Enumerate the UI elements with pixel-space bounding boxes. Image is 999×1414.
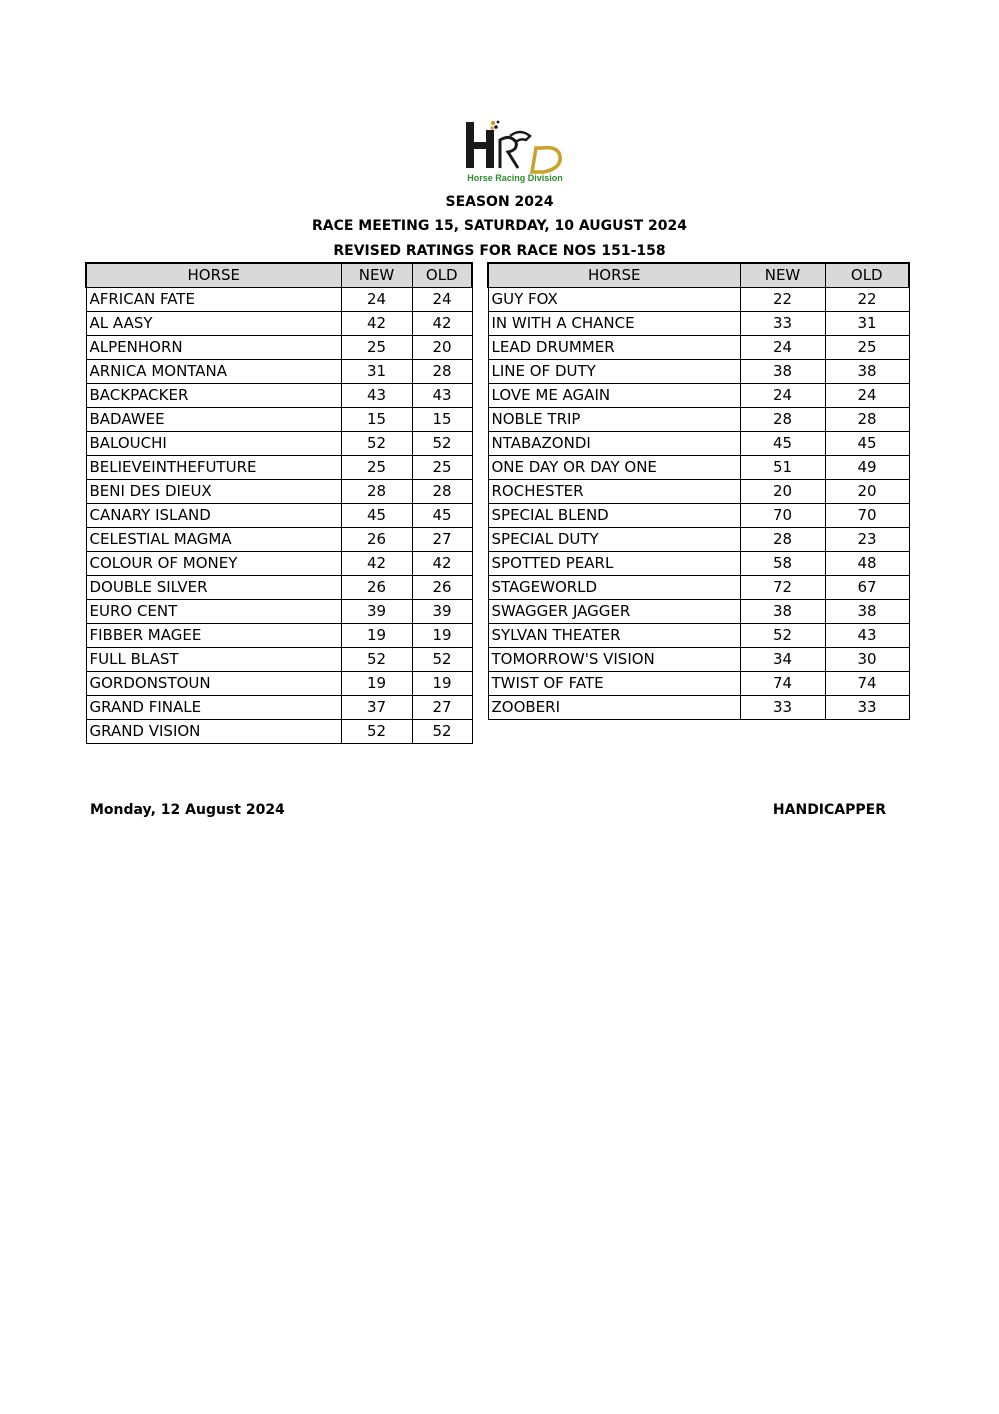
new-rating-cell: 34 (740, 648, 825, 672)
horse-name-cell: FULL BLAST (86, 648, 341, 672)
table-row (86, 576, 472, 600)
old-rating-cell: 45 (412, 504, 472, 528)
column-header-horse: HORSE (86, 263, 341, 288)
table-row (86, 288, 472, 312)
table-header-row (488, 263, 909, 288)
horse-name-cell: SPECIAL DUTY (488, 528, 740, 552)
table-row (488, 336, 909, 360)
new-rating-cell: 52 (341, 648, 412, 672)
new-rating-cell: 42 (341, 312, 412, 336)
old-rating-cell: 24 (412, 288, 472, 312)
table-row (488, 504, 909, 528)
footer-date: Monday, 12 August 2024 (90, 802, 285, 818)
horse-name-cell: CANARY ISLAND (86, 504, 341, 528)
old-rating-cell: 26 (412, 576, 472, 600)
new-rating-cell: 24 (740, 384, 825, 408)
new-rating-cell: 52 (341, 432, 412, 456)
table-row (86, 456, 472, 480)
old-rating-cell: 43 (825, 624, 909, 648)
new-rating-cell: 38 (740, 360, 825, 384)
horse-name-cell: LEAD DRUMMER (488, 336, 740, 360)
column-header-old: OLD (412, 263, 472, 288)
old-rating-cell: 42 (412, 552, 472, 576)
new-rating-cell: 31 (341, 360, 412, 384)
old-rating-cell: 25 (825, 336, 909, 360)
table-row (488, 432, 909, 456)
table-row (488, 624, 909, 648)
old-rating-cell: 19 (412, 672, 472, 696)
table-row (86, 432, 472, 456)
horse-name-cell: STAGEWORLD (488, 576, 740, 600)
new-rating-cell: 26 (341, 528, 412, 552)
old-rating-cell: 38 (825, 360, 909, 384)
horse-name-cell: NTABAZONDI (488, 432, 740, 456)
season-title: SEASON 2024 (445, 194, 554, 210)
old-rating-cell: 52 (412, 432, 472, 456)
old-rating-cell: 74 (825, 672, 909, 696)
horse-name-cell: ARNICA MONTANA (86, 360, 341, 384)
new-rating-cell: 20 (740, 480, 825, 504)
horse-name-cell: AFRICAN FATE (86, 288, 341, 312)
old-rating-cell: 27 (412, 528, 472, 552)
old-rating-cell: 27 (412, 696, 472, 720)
table-row (86, 696, 472, 720)
table-row (488, 456, 909, 480)
horse-name-cell: SYLVAN THEATER (488, 624, 740, 648)
column-header-new: NEW (740, 263, 825, 288)
new-rating-cell: 52 (341, 720, 412, 744)
table-row (488, 672, 909, 696)
old-rating-cell: 67 (825, 576, 909, 600)
horse-name-cell: BELIEVEINTHEFUTURE (86, 456, 341, 480)
ratings-title: REVISED RATINGS FOR RACE NOS 151-158 (333, 243, 666, 259)
column-header-horse: HORSE (488, 263, 740, 288)
table-row (86, 480, 472, 504)
table-row (488, 384, 909, 408)
old-rating-cell: 39 (412, 600, 472, 624)
table-row (488, 528, 909, 552)
new-rating-cell: 28 (740, 408, 825, 432)
logo-caption: Horse Racing Division (467, 173, 563, 183)
horse-name-cell: CELESTIAL MAGMA (86, 528, 341, 552)
horse-name-cell: NOBLE TRIP (488, 408, 740, 432)
horse-name-cell: BENI DES DIEUX (86, 480, 341, 504)
horse-name-cell: AL AASY (86, 312, 341, 336)
horse-name-cell: ZOOBERI (488, 696, 740, 720)
horse-name-cell: LINE OF DUTY (488, 360, 740, 384)
meeting-title: RACE MEETING 15, SATURDAY, 10 AUGUST 2024 (311, 218, 688, 234)
old-rating-cell: 20 (825, 480, 909, 504)
old-rating-cell: 70 (825, 504, 909, 528)
horse-name-cell: COLOUR OF MONEY (86, 552, 341, 576)
horse-name-cell: SPECIAL BLEND (488, 504, 740, 528)
old-rating-cell: 28 (412, 360, 472, 384)
horse-name-cell: ALPENHORN (86, 336, 341, 360)
horse-name-cell: IN WITH A CHANCE (488, 312, 740, 336)
table-row (86, 312, 472, 336)
table-row (488, 408, 909, 432)
horse-name-cell: ROCHESTER (488, 480, 740, 504)
horse-name-cell: BACKPACKER (86, 384, 341, 408)
table-row (488, 648, 909, 672)
old-rating-cell: 38 (825, 600, 909, 624)
table-row (86, 720, 472, 744)
new-rating-cell: 25 (341, 456, 412, 480)
new-rating-cell: 24 (740, 336, 825, 360)
old-rating-cell: 33 (825, 696, 909, 720)
table-row (488, 360, 909, 384)
old-rating-cell: 23 (825, 528, 909, 552)
old-rating-cell: 52 (412, 648, 472, 672)
old-rating-cell: 52 (412, 720, 472, 744)
new-rating-cell: 28 (341, 480, 412, 504)
old-rating-cell: 20 (412, 336, 472, 360)
old-rating-cell: 28 (825, 408, 909, 432)
old-rating-cell: 15 (412, 408, 472, 432)
column-header-old: OLD (825, 263, 909, 288)
footer-signature: HANDICAPPER (772, 802, 886, 818)
table-header-row (86, 263, 472, 288)
horse-name-cell: FIBBER MAGEE (86, 624, 341, 648)
horse-name-cell: SPOTTED PEARL (488, 552, 740, 576)
horse-name-cell: GRAND VISION (86, 720, 341, 744)
horse-name-cell: GORDONSTOUN (86, 672, 341, 696)
table-row (86, 648, 472, 672)
table-row (488, 312, 909, 336)
old-rating-cell: 43 (412, 384, 472, 408)
new-rating-cell: 33 (740, 696, 825, 720)
new-rating-cell: 24 (341, 288, 412, 312)
new-rating-cell: 39 (341, 600, 412, 624)
new-rating-cell: 38 (740, 600, 825, 624)
new-rating-cell: 72 (740, 576, 825, 600)
table-row (488, 600, 909, 624)
table-row (488, 288, 909, 312)
table-row (86, 360, 472, 384)
new-rating-cell: 70 (740, 504, 825, 528)
new-rating-cell: 45 (341, 504, 412, 528)
new-rating-cell: 19 (341, 624, 412, 648)
horse-name-cell: BALOUCHI (86, 432, 341, 456)
new-rating-cell: 28 (740, 528, 825, 552)
old-rating-cell: 42 (412, 312, 472, 336)
table-row (488, 552, 909, 576)
table-row (86, 336, 472, 360)
old-rating-cell: 31 (825, 312, 909, 336)
horse-name-cell: BADAWEE (86, 408, 341, 432)
new-rating-cell: 51 (740, 456, 825, 480)
old-rating-cell: 19 (412, 624, 472, 648)
horse-name-cell: TOMORROW'S VISION (488, 648, 740, 672)
table-row (86, 504, 472, 528)
old-rating-cell: 49 (825, 456, 909, 480)
horse-name-cell: SWAGGER JAGGER (488, 600, 740, 624)
table-row (86, 624, 472, 648)
old-rating-cell: 28 (412, 480, 472, 504)
old-rating-cell: 45 (825, 432, 909, 456)
horse-name-cell: TWIST OF FATE (488, 672, 740, 696)
new-rating-cell: 74 (740, 672, 825, 696)
table-row (86, 600, 472, 624)
table-row (488, 480, 909, 504)
horse-name-cell: GRAND FINALE (86, 696, 341, 720)
old-rating-cell: 30 (825, 648, 909, 672)
ratings-table-right (487, 262, 910, 720)
horse-name-cell: ONE DAY OR DAY ONE (488, 456, 740, 480)
horse-name-cell: DOUBLE SILVER (86, 576, 341, 600)
table-row (86, 528, 472, 552)
new-rating-cell: 37 (341, 696, 412, 720)
old-rating-cell: 25 (412, 456, 472, 480)
table-row (488, 696, 909, 720)
table-row (86, 384, 472, 408)
horse-name-cell: LOVE ME AGAIN (488, 384, 740, 408)
new-rating-cell: 42 (341, 552, 412, 576)
new-rating-cell: 45 (740, 432, 825, 456)
new-rating-cell: 52 (740, 624, 825, 648)
ratings-table-left (85, 262, 473, 744)
new-rating-cell: 22 (740, 288, 825, 312)
old-rating-cell: 22 (825, 288, 909, 312)
old-rating-cell: 48 (825, 552, 909, 576)
table-row (86, 552, 472, 576)
horse-name-cell: EURO CENT (86, 600, 341, 624)
new-rating-cell: 19 (341, 672, 412, 696)
table-row (86, 408, 472, 432)
horse-name-cell: GUY FOX (488, 288, 740, 312)
table-row (86, 672, 472, 696)
table-row (488, 576, 909, 600)
new-rating-cell: 15 (341, 408, 412, 432)
new-rating-cell: 25 (341, 336, 412, 360)
new-rating-cell: 58 (740, 552, 825, 576)
old-rating-cell: 24 (825, 384, 909, 408)
new-rating-cell: 26 (341, 576, 412, 600)
new-rating-cell: 43 (341, 384, 412, 408)
column-header-new: NEW (341, 263, 412, 288)
new-rating-cell: 33 (740, 312, 825, 336)
